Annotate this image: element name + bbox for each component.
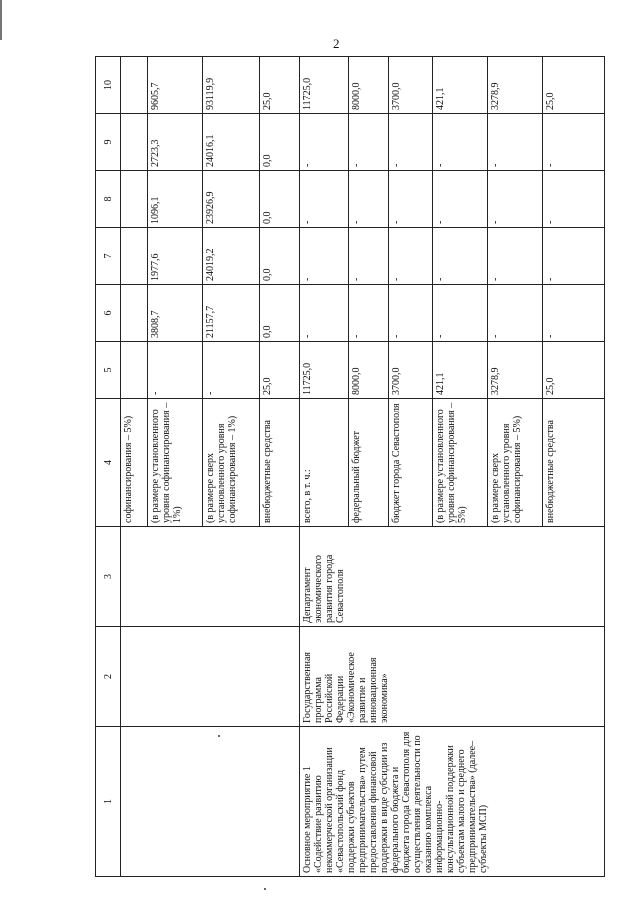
value-cell: 0,0 [260, 228, 300, 285]
rotated-table-container [95, 57, 605, 877]
value-cell: 25,0 [260, 57, 300, 114]
value-cell: 8000,0 [348, 342, 388, 399]
header-row [96, 57, 121, 877]
value-cell [121, 171, 147, 228]
value-cell: 25,0 [260, 342, 300, 399]
value-cell: 0,0 [260, 171, 300, 228]
value-cell: 25,0 [543, 342, 605, 399]
value-cell: 25,0 [543, 57, 605, 114]
value-cell: 1096,1 [147, 171, 202, 228]
value-cell: - [388, 114, 432, 171]
value-cell: 0,0 [260, 285, 300, 342]
table-row [300, 57, 349, 877]
col-header-5: 5 [96, 342, 121, 399]
value-cell: - [388, 285, 432, 342]
value-cell: 3700,0 [388, 57, 432, 114]
value-cell: - [543, 171, 605, 228]
value-cell [121, 228, 147, 285]
value-cell: 23926,9 [203, 171, 260, 228]
responsible-executor: Департамент экономического развития города Севастополя [300, 527, 605, 627]
value-cell: 8000,0 [348, 57, 388, 114]
col-header-8: 8 [96, 171, 121, 228]
value-cell: - [543, 285, 605, 342]
col-header-3: 3 [96, 527, 121, 627]
value-cell: - [300, 114, 349, 171]
value-cell: - [432, 228, 487, 285]
value-cell: - [300, 171, 349, 228]
source-cell: всего, в т. ч.: [300, 399, 349, 527]
value-cell: - [300, 285, 349, 342]
col-header-4: 4 [96, 399, 121, 527]
value-cell [121, 114, 147, 171]
budget-table [95, 56, 605, 877]
value-cell: - [487, 285, 542, 342]
value-cell: 9605,7 [147, 57, 202, 114]
value-cell [121, 342, 147, 399]
col-header-2: 2 [96, 627, 121, 727]
value-cell: - [432, 114, 487, 171]
value-cell: 3278,9 [487, 342, 542, 399]
program-name: Государственная программа Российской Федерации «Экономическое развитие и инновационная экономика» [300, 627, 605, 727]
value-cell: 93119,9 [203, 57, 260, 114]
value-cell: - [348, 171, 388, 228]
col-header-9: 9 [96, 114, 121, 171]
value-cell: - [487, 114, 542, 171]
value-cell: - [300, 228, 349, 285]
value-cell: - [348, 114, 388, 171]
value-cell: 3700,0 [388, 342, 432, 399]
continuation-cell-3 [121, 527, 300, 627]
source-cell: внебюджетные средства [260, 399, 300, 527]
source-cell: внебюджетные средства [543, 399, 605, 527]
value-cell: 21157,7 [203, 285, 260, 342]
value-cell: 3808,7 [147, 285, 202, 342]
source-cell: федеральный бюджет [348, 399, 388, 527]
page-number: 2 [333, 36, 340, 51]
continuation-cell-2 [121, 627, 300, 727]
value-cell: - [203, 342, 260, 399]
value-cell: 421,1 [432, 342, 487, 399]
value-cell: - [543, 114, 605, 171]
col-header-1: 1 [96, 727, 121, 877]
source-cell: бюджет города Севастополя [388, 399, 432, 527]
value-cell: 421,1 [432, 57, 487, 114]
value-cell: - [147, 342, 202, 399]
value-cell: - [487, 228, 542, 285]
source-cell: (в размере установленного уровня софинансирования – 1%) [147, 399, 202, 527]
page-edge-mark [0, 0, 2, 40]
value-cell: 11725,0 [300, 57, 349, 114]
col-header-6: 6 [96, 285, 121, 342]
value-cell: 0,0 [260, 114, 300, 171]
value-cell [121, 285, 147, 342]
value-cell: - [388, 228, 432, 285]
value-cell: 24019,2 [203, 228, 260, 285]
scan-dot [264, 888, 266, 890]
source-cell: (в размере установленного уровня софинансирования – 5%) [432, 399, 487, 527]
source-cell: (в размере сверх установленного уровня софинансирования – 5%) [487, 399, 542, 527]
value-cell: 1977,6 [147, 228, 202, 285]
value-cell: 24016,1 [203, 114, 260, 171]
source-cell: (в размере сверх установленного уровня софинансирования – 1%) [203, 399, 260, 527]
value-cell: 3278,9 [487, 57, 542, 114]
measure-description: Основное мероприятие 1 «Содействие развитию некоммерческой организации «Севастопольский фонд поддержки субъектов предпринимательства» путем предоставления финансовой поддержки в виде субсидии из федерального бюджета и бюджета города Севастополя для осуществления деятельности по оказанию комплекса информационно-консультационной поддержки субъектам малого и среднего предпринимательства» (далее– субъекты МСП) [300, 727, 605, 877]
value-cell: - [432, 171, 487, 228]
continuation-cell-1 [121, 727, 300, 877]
col-header-10: 10 [96, 57, 121, 114]
value-cell: - [348, 228, 388, 285]
value-cell: - [432, 285, 487, 342]
value-cell: - [348, 285, 388, 342]
value-cell: - [388, 171, 432, 228]
value-cell [121, 57, 147, 114]
table-row [121, 57, 147, 877]
source-cell: софинансирования – 5%) [121, 399, 147, 527]
value-cell: 11725,0 [300, 342, 349, 399]
value-cell: - [487, 171, 542, 228]
value-cell: - [543, 228, 605, 285]
col-header-7: 7 [96, 228, 121, 285]
value-cell: 2723,3 [147, 114, 202, 171]
